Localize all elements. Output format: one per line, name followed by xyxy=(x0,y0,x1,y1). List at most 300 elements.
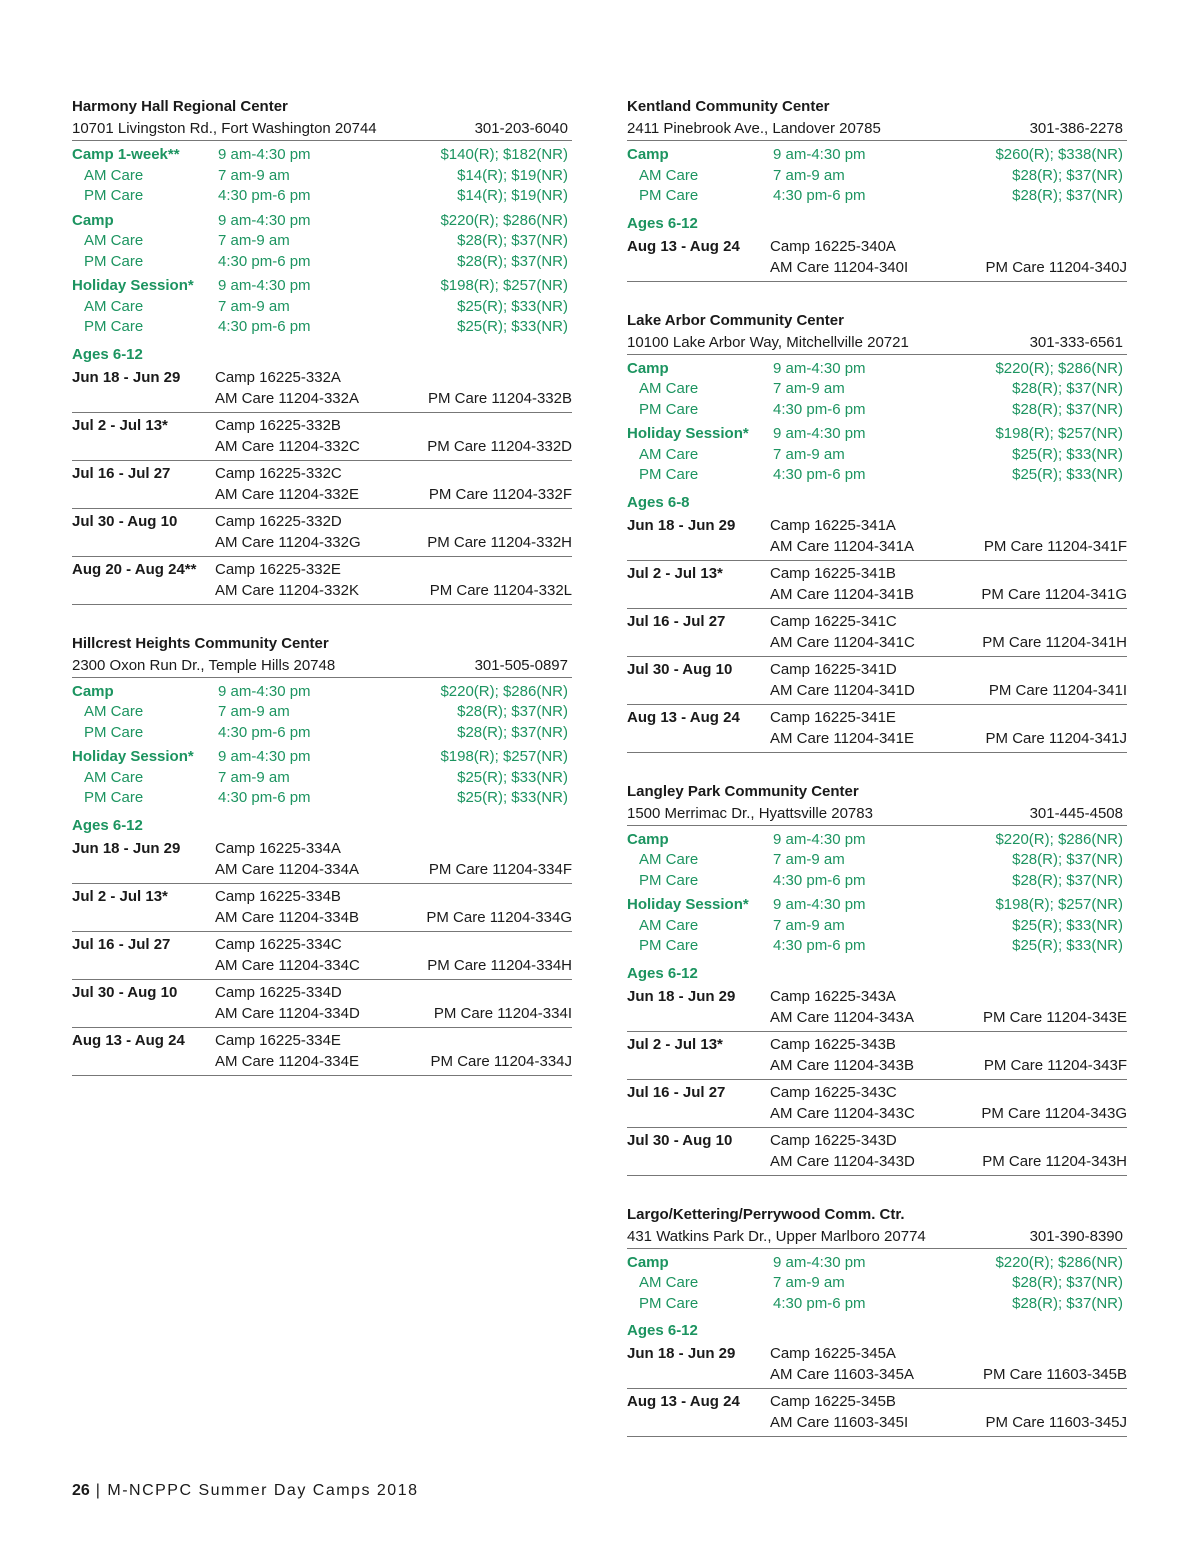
page-footer xyxy=(72,1482,418,1500)
fee-time: 7 am-9 am xyxy=(773,1274,845,1291)
fee-row xyxy=(72,276,572,297)
ages-heading: Ages 6-12 xyxy=(627,964,698,982)
fee-row xyxy=(72,317,572,338)
fee-label: PM Care xyxy=(639,400,699,418)
session-date: Jul 30 - Aug 10 xyxy=(627,660,733,678)
right-column xyxy=(627,96,1127,1465)
fee-price: $28(R); $37(NR) xyxy=(1012,851,1123,868)
session-codes xyxy=(215,559,572,601)
session-date: Jul 2 - Jul 13* xyxy=(627,564,723,582)
session-date: Aug 20 - Aug 24** xyxy=(72,560,197,578)
session-date: Jul 2 - Jul 13* xyxy=(72,887,168,905)
pm-care-code: PM Care 11204-340J xyxy=(985,258,1127,276)
camp-code: Camp 16225-332E xyxy=(215,560,341,578)
address-row xyxy=(627,1226,1127,1249)
care-codes xyxy=(215,859,572,880)
fee-group xyxy=(72,747,572,809)
fee-group xyxy=(72,145,572,207)
camp-code: Camp 16225-332D xyxy=(215,512,342,530)
fee-price: $28(R); $37(NR) xyxy=(1012,1294,1123,1312)
camp-code: Camp 16225-334D xyxy=(215,983,342,1001)
am-care-code: AM Care 11204-332A xyxy=(215,389,359,407)
fee-time: 7 am-9 am xyxy=(218,297,290,315)
fee-price: $220(R); $286(NR) xyxy=(995,359,1123,377)
session-codes xyxy=(215,934,572,976)
fee-label: AM Care xyxy=(84,232,144,249)
fee-time: 4:30 pm-6 pm xyxy=(218,789,311,806)
fee-price: $25(R); $33(NR) xyxy=(457,318,568,335)
fee-time: 7 am-9 am xyxy=(218,166,290,184)
center-block xyxy=(627,310,1127,753)
care-codes xyxy=(770,728,1127,749)
pm-care-code: PM Care 11204-341F xyxy=(983,537,1127,555)
center-block xyxy=(627,781,1127,1176)
center-address: 2300 Oxon Run Dr., Temple Hills 20748 xyxy=(72,656,336,674)
center-address: 10701 Livingston Rd., Fort Washington 20744 xyxy=(72,120,377,137)
center-address: 10100 Lake Arbor Way, Mitchellville 20721 xyxy=(627,333,909,351)
ages-heading: Ages 6-12 xyxy=(72,816,143,834)
fee-group xyxy=(72,211,572,273)
camp-code: Camp 16225-334A xyxy=(215,839,341,857)
center-address: 2411 Pinebrook Ave., Landover 20785 xyxy=(627,120,881,137)
session-row xyxy=(72,884,572,932)
session-codes xyxy=(215,886,572,928)
care-codes xyxy=(770,632,1127,653)
fee-label: PM Care xyxy=(84,318,144,335)
camp-code: Camp 16225-332C xyxy=(215,464,342,482)
fee-label: AM Care xyxy=(639,166,699,184)
fee-label: PM Care xyxy=(84,723,144,741)
fee-label: Camp xyxy=(627,359,669,377)
session-codes xyxy=(770,1082,1127,1124)
fee-time: 7 am-9 am xyxy=(218,768,290,786)
fee-group xyxy=(627,895,1127,957)
fee-price: $220(R); $286(NR) xyxy=(995,830,1123,848)
fee-label: AM Care xyxy=(639,380,699,397)
session-codes xyxy=(770,563,1127,605)
camp-code: Camp 16225-332B xyxy=(215,416,341,434)
am-care-code: AM Care 11603-345A xyxy=(770,1366,914,1383)
fee-label: Camp xyxy=(627,1253,669,1271)
session-codes xyxy=(770,1034,1127,1076)
address-row xyxy=(72,118,572,141)
fee-price: $28(R); $37(NR) xyxy=(457,723,568,741)
pm-care-code: PM Care 11204-332F xyxy=(428,485,572,503)
left-column xyxy=(72,96,572,1104)
session-row xyxy=(72,557,572,605)
fee-time: 4:30 pm-6 pm xyxy=(773,400,866,418)
fee-row xyxy=(627,936,1127,957)
session-row xyxy=(627,561,1127,609)
fee-row xyxy=(72,186,572,207)
session-row xyxy=(627,1341,1127,1389)
pm-care-code: PM Care 11204-334J xyxy=(430,1052,572,1070)
am-care-code: AM Care 11204-332G xyxy=(215,533,361,551)
camp-code: Camp 16225-340A xyxy=(770,237,896,255)
center-address: 1500 Merrimac Dr., Hyattsville 20783 xyxy=(627,804,873,822)
pm-care-code: PM Care 11204-341J xyxy=(985,729,1127,747)
fee-row xyxy=(627,400,1127,421)
session-codes xyxy=(770,659,1127,701)
am-care-code: AM Care 11204-341B xyxy=(770,585,914,603)
fee-time: 4:30 pm-6 pm xyxy=(773,937,866,954)
session-row xyxy=(627,657,1127,705)
session-date: Jul 16 - Jul 27 xyxy=(72,935,171,953)
fee-label: AM Care xyxy=(639,916,699,934)
session-date: Jun 18 - Jun 29 xyxy=(627,987,736,1005)
fee-time: 9 am-4:30 pm xyxy=(218,277,311,294)
fee-row xyxy=(72,211,572,232)
fee-row xyxy=(627,359,1127,380)
care-codes xyxy=(770,1007,1127,1028)
am-care-code: AM Care 11204-343D xyxy=(770,1152,915,1170)
fee-time: 4:30 pm-6 pm xyxy=(218,252,311,270)
session-row xyxy=(627,705,1127,753)
fee-time: 7 am-9 am xyxy=(773,445,845,463)
care-codes xyxy=(215,955,572,976)
fee-group xyxy=(72,276,572,338)
fee-price: $28(R); $37(NR) xyxy=(457,232,568,249)
fee-label: AM Care xyxy=(639,1274,699,1291)
fee-price: $25(R); $33(NR) xyxy=(1012,937,1123,954)
fee-label: Holiday Session* xyxy=(72,277,194,294)
am-care-code: AM Care 11204-343B xyxy=(770,1056,914,1074)
session-date: Jun 18 - Jun 29 xyxy=(627,516,736,534)
fee-row xyxy=(72,768,572,789)
center-name: Lake Arbor Community Center xyxy=(627,311,844,329)
session-row xyxy=(72,932,572,980)
center-block xyxy=(72,96,572,605)
fee-label: PM Care xyxy=(84,252,144,270)
am-care-code: AM Care 11204-340I xyxy=(770,258,909,276)
fee-label: AM Care xyxy=(84,768,144,786)
fee-price: $28(R); $37(NR) xyxy=(1012,1274,1123,1291)
session-row xyxy=(627,1389,1127,1437)
pm-care-code: PM Care 11603-345B xyxy=(983,1366,1127,1383)
fee-row xyxy=(627,850,1127,871)
fee-price: $198(R); $257(NR) xyxy=(995,425,1123,442)
camp-code: Camp 16225-341B xyxy=(770,564,896,582)
fee-price: $220(R); $286(NR) xyxy=(440,211,568,229)
pm-care-code: PM Care 11204-332H xyxy=(427,533,572,551)
session-row xyxy=(627,234,1127,282)
fee-label: Holiday Session* xyxy=(627,425,749,442)
pm-care-code: PM Care 11204-343F xyxy=(983,1056,1127,1074)
session-codes xyxy=(770,515,1127,557)
care-codes xyxy=(215,388,572,409)
fee-price: $198(R); $257(NR) xyxy=(995,896,1123,913)
fee-row xyxy=(627,186,1127,207)
fee-time: 4:30 pm-6 pm xyxy=(773,187,866,204)
camp-code: Camp 16225-341D xyxy=(770,660,897,678)
fee-row xyxy=(627,916,1127,937)
fee-label: Camp xyxy=(627,146,669,163)
fee-time: 4:30 pm-6 pm xyxy=(773,1294,866,1312)
pm-care-code: PM Care 11204-334G xyxy=(426,908,572,926)
pm-care-code: PM Care 11204-332B xyxy=(428,389,572,407)
session-codes xyxy=(770,1343,1127,1385)
fee-label: Camp xyxy=(627,830,669,848)
fee-row xyxy=(627,1294,1127,1315)
session-date: Jul 2 - Jul 13* xyxy=(627,1035,723,1053)
session-codes xyxy=(770,1391,1127,1433)
fee-label: Holiday Session* xyxy=(627,896,749,913)
session-row xyxy=(72,461,572,509)
session-row xyxy=(72,836,572,884)
center-phone: 301-505-0897 xyxy=(474,656,568,674)
session-row xyxy=(72,980,572,1028)
fee-row xyxy=(627,871,1127,892)
session-date: Jun 18 - Jun 29 xyxy=(72,839,181,857)
fee-time: 7 am-9 am xyxy=(773,851,845,868)
fee-label: PM Care xyxy=(639,871,699,889)
session-date: Aug 13 - Aug 24 xyxy=(72,1031,185,1049)
am-care-code: AM Care 11204-343C xyxy=(770,1104,915,1122)
fee-time: 7 am-9 am xyxy=(773,166,845,184)
pm-care-code: PM Care 11204-343G xyxy=(981,1104,1127,1122)
fee-price: $25(R); $33(NR) xyxy=(457,789,568,806)
fee-time: 4:30 pm-6 pm xyxy=(218,318,311,335)
address-row xyxy=(627,803,1127,826)
fee-row xyxy=(627,830,1127,851)
pm-care-code: PM Care 11204-334I xyxy=(433,1004,572,1022)
camp-code: Camp 16225-332A xyxy=(215,368,341,386)
session-row xyxy=(72,413,572,461)
am-care-code: AM Care 11204-341E xyxy=(770,729,914,747)
fee-row xyxy=(72,788,572,809)
fee-row xyxy=(627,1253,1127,1274)
fee-label: PM Care xyxy=(84,187,144,204)
fee-time: 9 am-4:30 pm xyxy=(218,146,311,163)
center-phone: 301-386-2278 xyxy=(1029,120,1123,137)
fee-group xyxy=(627,145,1127,207)
session-row xyxy=(627,513,1127,561)
fee-price: $198(R); $257(NR) xyxy=(440,748,568,765)
fee-price: $28(R); $37(NR) xyxy=(1012,380,1123,397)
fee-price: $25(R); $33(NR) xyxy=(457,768,568,786)
fee-label: Camp xyxy=(72,682,114,700)
pm-care-code: PM Care 11204-334F xyxy=(428,860,572,878)
session-row xyxy=(72,365,572,413)
session-codes xyxy=(215,982,572,1024)
center-name: Harmony Hall Regional Center xyxy=(72,98,288,115)
fee-group xyxy=(627,359,1127,421)
fee-row xyxy=(72,702,572,723)
center-name: Hillcrest Heights Community Center xyxy=(72,634,329,652)
fee-row xyxy=(627,166,1127,187)
camp-code: Camp 16225-343B xyxy=(770,1035,896,1053)
fee-row xyxy=(627,145,1127,166)
footer-separator: | xyxy=(95,1482,102,1499)
fee-row xyxy=(627,1273,1127,1294)
pm-care-code: PM Care 11204-332D xyxy=(427,437,572,455)
fee-row xyxy=(72,297,572,318)
session-codes xyxy=(215,463,572,505)
fee-time: 4:30 pm-6 pm xyxy=(218,187,311,204)
center-address: 431 Watkins Park Dr., Upper Marlboro 20774 xyxy=(627,1227,926,1245)
camp-code: Camp 16225-334B xyxy=(215,887,341,905)
fee-price: $25(R); $33(NR) xyxy=(457,297,568,315)
care-codes xyxy=(215,532,572,553)
address-row xyxy=(72,655,572,678)
pm-care-code: PM Care 11204-341H xyxy=(982,633,1127,651)
center-name: Largo/Kettering/Perrywood Comm. Ctr. xyxy=(627,1205,905,1223)
fee-label: AM Care xyxy=(84,166,144,184)
session-row xyxy=(627,609,1127,657)
camp-code: Camp 16225-345A xyxy=(770,1345,896,1362)
fee-time: 7 am-9 am xyxy=(218,232,290,249)
am-care-code: AM Care 11603-345I xyxy=(770,1414,909,1431)
fee-price: $140(R); $182(NR) xyxy=(440,146,568,163)
fee-time: 9 am-4:30 pm xyxy=(218,748,311,765)
care-codes xyxy=(770,1055,1127,1076)
center-name: Kentland Community Center xyxy=(627,98,830,115)
am-care-code: AM Care 11204-341D xyxy=(770,681,915,699)
address-row xyxy=(627,118,1127,141)
fee-row xyxy=(72,166,572,187)
center-phone: 301-390-8390 xyxy=(1029,1227,1123,1245)
camp-code: Camp 16225-334E xyxy=(215,1031,341,1049)
session-codes xyxy=(215,1030,572,1072)
am-care-code: AM Care 11204-341A xyxy=(770,537,914,555)
fee-label: PM Care xyxy=(639,1294,699,1312)
session-codes xyxy=(215,367,572,409)
care-codes xyxy=(215,580,572,601)
camp-code: Camp 16225-345B xyxy=(770,1393,896,1410)
fee-price: $14(R); $19(NR) xyxy=(457,166,568,184)
fee-price: $28(R); $37(NR) xyxy=(1012,400,1123,418)
fee-label: Camp xyxy=(72,211,114,229)
pm-care-code: PM Care 11603-345J xyxy=(985,1414,1127,1431)
fee-row xyxy=(72,145,572,166)
session-date: Jul 16 - Jul 27 xyxy=(627,612,726,630)
fee-label: Camp 1-week** xyxy=(72,146,180,163)
fee-group xyxy=(627,424,1127,486)
session-date: Aug 13 - Aug 24 xyxy=(627,1393,740,1410)
center-block xyxy=(627,1204,1127,1438)
session-date: Jul 30 - Aug 10 xyxy=(627,1131,733,1149)
fee-price: $220(R); $286(NR) xyxy=(995,1253,1123,1271)
am-care-code: AM Care 11204-334C xyxy=(215,956,360,974)
camp-code: Camp 16225-341E xyxy=(770,708,896,726)
am-care-code: AM Care 11204-334E xyxy=(215,1052,359,1070)
fee-price: $25(R); $33(NR) xyxy=(1012,466,1123,483)
session-date: Aug 13 - Aug 24 xyxy=(627,237,740,255)
fee-label: PM Care xyxy=(639,187,699,204)
fee-time: 9 am-4:30 pm xyxy=(773,1253,866,1271)
fee-label: PM Care xyxy=(84,789,144,806)
pm-care-code: PM Care 11204-341G xyxy=(981,585,1127,603)
fee-price: $28(R); $37(NR) xyxy=(1012,187,1123,204)
fee-row xyxy=(627,445,1127,466)
session-codes xyxy=(215,415,572,457)
fee-label: PM Care xyxy=(639,466,699,483)
fee-price: $198(R); $257(NR) xyxy=(440,277,568,294)
camp-code: Camp 16225-341A xyxy=(770,516,896,534)
care-codes xyxy=(770,536,1127,557)
fee-time: 4:30 pm-6 pm xyxy=(218,723,311,741)
am-care-code: AM Care 11204-343A xyxy=(770,1008,914,1026)
fee-row xyxy=(72,747,572,768)
care-codes xyxy=(770,1103,1127,1124)
fee-time: 9 am-4:30 pm xyxy=(773,425,866,442)
fee-row xyxy=(72,723,572,744)
fee-row xyxy=(627,379,1127,400)
session-date: Jul 2 - Jul 13* xyxy=(72,416,168,434)
fee-price: $14(R); $19(NR) xyxy=(457,187,568,204)
am-care-code: AM Care 11204-341C xyxy=(770,633,915,651)
center-block xyxy=(72,633,572,1076)
fee-row xyxy=(72,682,572,703)
pm-care-code: PM Care 11204-332L xyxy=(429,581,572,599)
center-name: Langley Park Community Center xyxy=(627,782,859,800)
camp-code: Camp 16225-343D xyxy=(770,1131,897,1149)
camp-code: Camp 16225-343C xyxy=(770,1083,897,1101)
fee-row xyxy=(72,231,572,252)
session-codes xyxy=(770,986,1127,1028)
fee-time: 4:30 pm-6 pm xyxy=(773,871,866,889)
care-codes xyxy=(215,1003,572,1024)
care-codes xyxy=(215,436,572,457)
fee-time: 9 am-4:30 pm xyxy=(773,146,866,163)
care-codes xyxy=(215,484,572,505)
care-codes xyxy=(770,1364,1127,1385)
care-codes xyxy=(215,907,572,928)
center-phone: 301-333-6561 xyxy=(1029,333,1123,351)
center-phone: 301-445-4508 xyxy=(1029,804,1123,822)
pm-care-code: PM Care 11204-343E xyxy=(983,1008,1127,1026)
fee-label: AM Care xyxy=(639,445,699,463)
session-date: Jun 18 - Jun 29 xyxy=(627,1345,736,1362)
am-care-code: AM Care 11204-332E xyxy=(215,485,359,503)
fee-price: $25(R); $33(NR) xyxy=(1012,445,1123,463)
fee-time: 9 am-4:30 pm xyxy=(218,211,311,229)
fee-time: 7 am-9 am xyxy=(218,703,290,720)
fee-time: 9 am-4:30 pm xyxy=(218,682,311,700)
fee-price: $28(R); $37(NR) xyxy=(1012,871,1123,889)
ages-heading: Ages 6-12 xyxy=(627,214,698,232)
session-row xyxy=(72,509,572,557)
am-care-code: AM Care 11204-332C xyxy=(215,437,360,455)
care-codes xyxy=(770,680,1127,701)
session-codes xyxy=(770,611,1127,653)
session-date: Jun 18 - Jun 29 xyxy=(72,368,181,386)
session-codes xyxy=(770,236,1127,278)
fee-label: AM Care xyxy=(84,703,144,720)
session-date: Jul 16 - Jul 27 xyxy=(627,1083,726,1101)
address-row xyxy=(627,332,1127,355)
pm-care-code: PM Care 11204-341I xyxy=(988,681,1127,699)
session-row xyxy=(627,1032,1127,1080)
camp-code: Camp 16225-334C xyxy=(215,935,342,953)
fee-price: $28(R); $37(NR) xyxy=(457,252,568,270)
fee-time: 7 am-9 am xyxy=(773,916,845,934)
fee-time: 9 am-4:30 pm xyxy=(773,359,866,377)
page-number: 26 xyxy=(72,1482,90,1499)
fee-group xyxy=(72,682,572,744)
session-date: Jul 30 - Aug 10 xyxy=(72,983,178,1001)
session-codes xyxy=(770,707,1127,749)
fee-time: 7 am-9 am xyxy=(773,380,845,397)
session-codes xyxy=(770,1130,1127,1172)
session-codes xyxy=(215,511,572,553)
session-codes xyxy=(215,838,572,880)
fee-row xyxy=(72,252,572,273)
session-row xyxy=(627,984,1127,1032)
fee-label: AM Care xyxy=(84,297,144,315)
session-row xyxy=(627,1080,1127,1128)
pm-care-code: PM Care 11204-334H xyxy=(427,956,572,974)
